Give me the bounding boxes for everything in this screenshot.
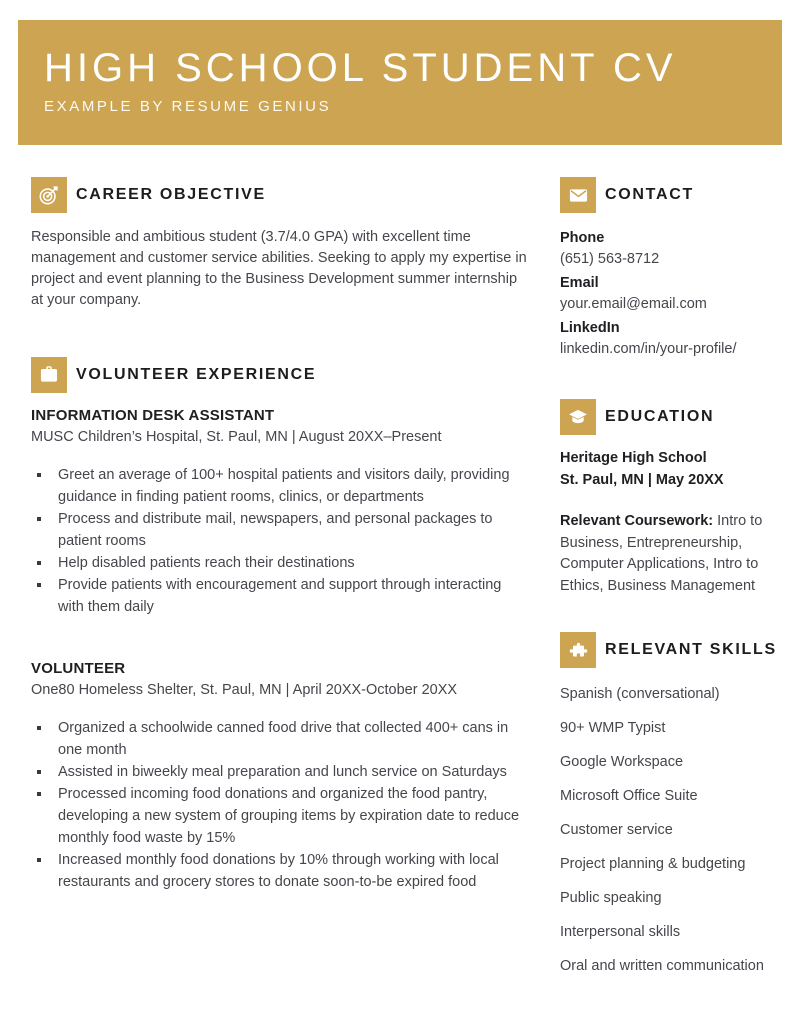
- target-arrow-icon: [31, 177, 67, 213]
- volunteer-experience-heading: VOLUNTEER EXPERIENCE: [76, 366, 317, 383]
- job-meta: One80 Homeless Shelter, St. Paul, MN | April 20XX-October 20XX: [31, 682, 458, 698]
- skill-item: Spanish (conversational): [560, 686, 720, 702]
- main-content: [31, 177, 792, 990]
- envelope-icon: [560, 177, 596, 213]
- skill-item: Customer service: [560, 822, 673, 838]
- job-title: INFORMATION DESK ASSISTANT: [31, 407, 275, 424]
- job-entry: [31, 658, 528, 893]
- graduation-cap-icon: [560, 399, 596, 435]
- bullet-item: Organized a schoolwide canned food drive that collected 400+ cans in one month: [31, 717, 528, 761]
- contact-email-value: your.email@email.com: [560, 296, 707, 312]
- bullet-item: Assisted in biweekly meal preparation and lunch service on Saturdays: [31, 761, 528, 783]
- section-career-objective: [31, 177, 528, 311]
- career-objective-heading: CAREER OBJECTIVE: [76, 186, 266, 203]
- contact-phone-value: (651) 563-8712: [560, 251, 660, 267]
- job-bullet-list: [31, 464, 528, 618]
- education-location-date: St. Paul, MN | May 20XX: [560, 471, 724, 488]
- coursework-label: Relevant Coursework:: [560, 513, 714, 529]
- education-coursework: [560, 511, 792, 597]
- education-header: [560, 399, 792, 435]
- page-title: HIGH SCHOOL STUDENT CV: [44, 46, 677, 90]
- briefcase-icon: [31, 357, 67, 393]
- contact-label: Phone: [560, 230, 605, 246]
- coursework-text: Intro to Business, Entrepreneurship, Computer Applications, Intro to Ethics, Business Management: [560, 513, 763, 594]
- job-bullet-list: [31, 717, 528, 893]
- contact-header: [560, 177, 792, 213]
- skill-item: Microsoft Office Suite: [560, 788, 698, 804]
- contact-item: [560, 273, 792, 315]
- job-meta: MUSC Children’s Hospital, St. Paul, MN | August 20XX–Present: [31, 429, 442, 445]
- puzzle-piece-icon: [560, 632, 596, 668]
- right-column: [560, 177, 792, 990]
- career-objective-text: Responsible and ambitious student (3.7/4.0 GPA) with excellent time management and customer service abilities. Seeking to apply my expertise in project and event planning to the Business Development summer internship at your company.: [31, 229, 527, 308]
- contact-item: [560, 228, 792, 270]
- header-banner: [18, 20, 782, 145]
- skill-item: Google Workspace: [560, 754, 684, 770]
- career-objective-header: [31, 177, 528, 213]
- section-education: [560, 399, 792, 597]
- skills-list: [560, 684, 792, 977]
- bullet-item: Provide patients with encouragement and support through interacting with them daily: [31, 574, 528, 618]
- section-relevant-skills: [560, 632, 792, 977]
- education-school: Heritage High School: [560, 450, 707, 466]
- contact-label: LinkedIn: [560, 320, 620, 336]
- section-volunteer-experience: [31, 357, 528, 893]
- relevant-skills-header: [560, 632, 792, 668]
- education-heading: EDUCATION: [605, 408, 715, 425]
- contact-items: [560, 228, 792, 360]
- skill-item: Oral and written communication: [560, 958, 764, 974]
- job-title: VOLUNTEER: [31, 660, 126, 677]
- contact-item: [560, 318, 792, 360]
- left-column: [31, 177, 528, 990]
- contact-label: Email: [560, 275, 599, 291]
- skill-item: 90+ WMP Typist: [560, 720, 666, 736]
- section-contact: [560, 177, 792, 360]
- bullet-item: Help disabled patients reach their destinations: [31, 552, 528, 574]
- bullet-item: Process and distribute mail, newspapers, and personal packages to patient rooms: [31, 508, 528, 552]
- job-entry: [31, 405, 528, 618]
- contact-heading: CONTACT: [605, 186, 694, 203]
- volunteer-experience-header: [31, 357, 528, 393]
- page-subtitle: EXAMPLE BY RESUME GENIUS: [44, 98, 332, 115]
- skill-item: Project planning & budgeting: [560, 856, 746, 872]
- skill-item: Interpersonal skills: [560, 924, 681, 940]
- contact-linkedin-value: linkedin.com/in/your-profile/: [560, 341, 737, 357]
- bullet-item: Increased monthly food donations by 10% through working with local restaurants and grocery stores to donate soon-to-be expired food: [31, 849, 528, 893]
- relevant-skills-heading: RELEVANT SKILLS: [605, 641, 777, 658]
- bullet-item: Processed incoming food donations and organized the food pantry, developing a new system of grouping items by expiration date to reduce monthly food waste by 15%: [31, 783, 528, 849]
- bullet-item: Greet an average of 100+ hospital patients and visitors daily, providing guidance in finding patient rooms, clinics, or departments: [31, 464, 528, 508]
- skill-item: Public speaking: [560, 890, 662, 906]
